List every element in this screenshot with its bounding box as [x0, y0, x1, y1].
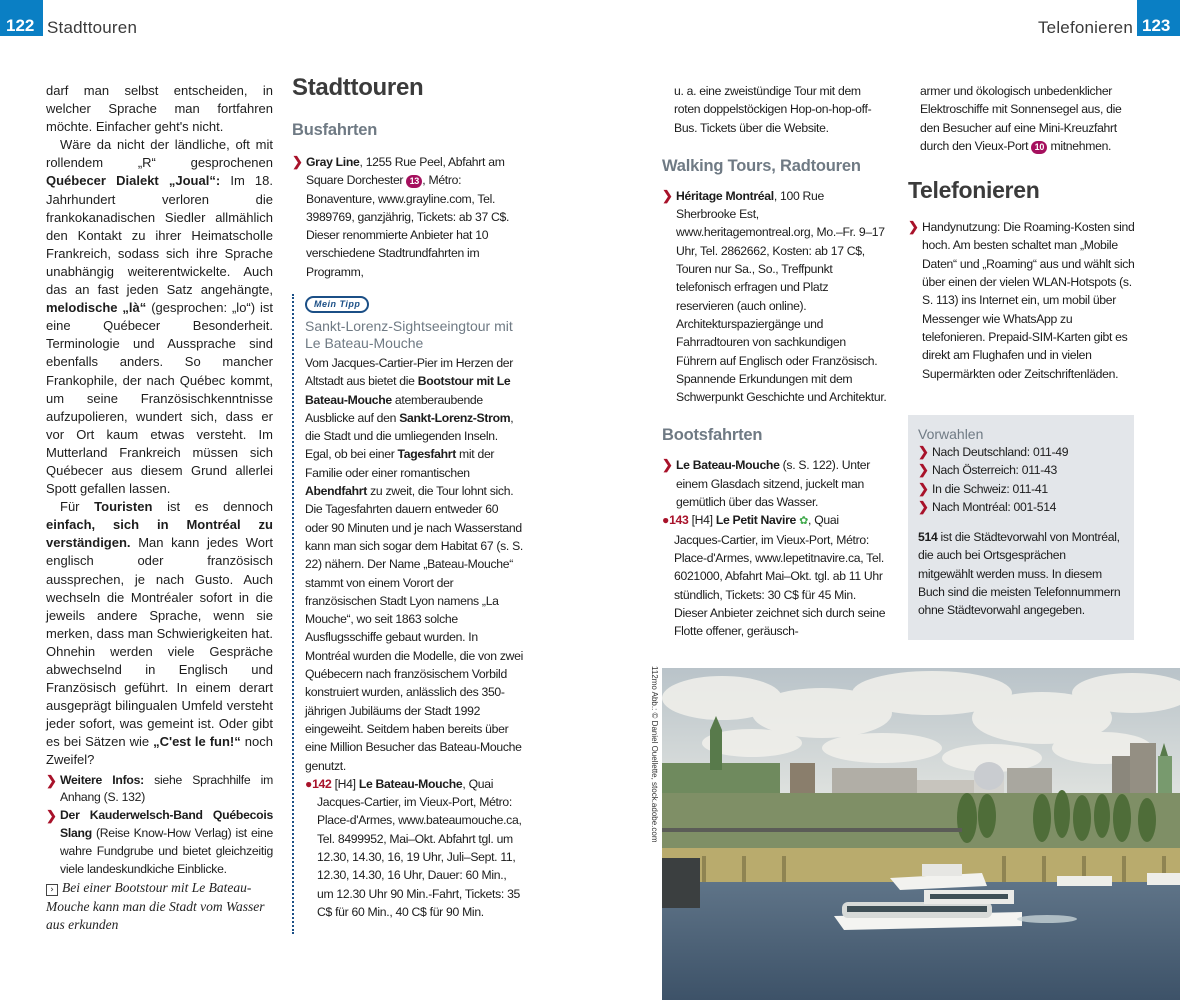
mein-tipp-box — [292, 294, 524, 934]
grid-ref: [H4] — [688, 513, 716, 528]
vorwahlen-list — [918, 443, 1124, 516]
list-item — [918, 443, 1124, 461]
bold-term: Bootstour mit Le Bateau-Mouche — [305, 374, 511, 407]
text: atemberaubende Ausblicke auf den — [305, 392, 483, 425]
bold-term: Tagesfahrt — [397, 447, 456, 462]
chevron-right-icon: ❯ — [46, 808, 57, 824]
text: In die Schweiz: 011-41 — [932, 481, 1048, 496]
text: Im 18. Jahrhundert verloren die frankokanadischen Siedler allmählich den Kontakt zu ihrer Heimatscholle Frankreich, sodass sich ihre Sprache unabhängig weiterentwickelte. Auch das an fast jeden Satz angehängte, — [46, 173, 273, 298]
right-running-title: Telefonieren — [1037, 18, 1133, 37]
chevron-right-icon: ❯ — [662, 187, 673, 203]
caption-text: Bei einer Bootstour mit Le Bateau-Mouche kann man die Stadt vom Wasser aus erkunden — [46, 880, 265, 932]
text: mit der Familie oder einer romantischen — [305, 447, 495, 480]
text: (Reise Know-How Verlag) ist eine wahre Fundgrube und bietet gleichzeitig viele landeskundkiche Einblicke. — [60, 825, 273, 876]
photo-credit — [648, 666, 660, 876]
promenade-bridge — [662, 828, 962, 832]
chevron-right-icon: ❯ — [918, 480, 929, 496]
left-page-number — [0, 0, 43, 36]
photo-caption — [46, 879, 276, 935]
chevron-right-icon: ❯ — [662, 457, 673, 473]
section-title-telefonieren: Telefonieren — [908, 177, 1040, 204]
entry-name: Héritage Montréal — [676, 188, 774, 203]
water — [662, 882, 1180, 1000]
left-page-number-text: 122 — [6, 16, 35, 35]
column-4 — [908, 82, 1136, 383]
text: , 100 Rue Sherbrooke Est, www.heritagemontreal.org, Mo.–Fr. 9–17 Uhr, Tel. 2862662, Kosten: ab 17 C$, Touren nur Sa., So., Treffpunkt telefonisch erfragen und Platz reservieren (auch online). Architekturspaziergänge und Fahrradtouren von sachkundigen Führern auf Englisch oder Französisch. Spannende Erkundungen mit dem Schwerpunkt Geschichte und Architektur. — [676, 188, 887, 405]
text: zu zweit, die Tour lohnt sich. Die Tagesfahrten dauern entweder 60 oder 90 Minuten und je nach Wasserstand kann man sich sogar dem Habitat 67 (s. S. 22) nähern. Der Name „Bateau-Mouche“ stammt von einem Vorort der französischen Stadt Lyon namens „La Mouche“, wo seit 1863 solche Ausflugsschiffe gebaut wurden. In Montréal wurden die Modelle, die von zwei Québecern nach französischem Vorbild konstruiert wurden, anlässlich des 350-jährigen Jubiläums der Stadt 1992 eingeweiht. Seitdem haben bereits über eine Million Besucher das Bateau-Mouche genutzt. — [305, 484, 524, 773]
bold-term: Der Kauderwelsch-Band Québecois Slang — [60, 808, 273, 840]
list-item — [908, 218, 1136, 383]
chevron-right-icon: ❯ — [908, 219, 919, 235]
chevron-right-icon: ❯ — [918, 444, 929, 459]
paragraph — [46, 82, 273, 136]
bold-term: Québecer Dialekt „Joual“: — [46, 173, 221, 189]
boats-list — [662, 456, 887, 511]
entry-name: Le Bateau-Mouche — [358, 776, 463, 791]
tip-body — [305, 354, 524, 775]
list-item — [292, 153, 522, 281]
paragraph — [46, 498, 273, 769]
text: armer und ökologisch unbedenklicher Elektroschiffe mit Sonnensegel aus, die den Besucher auf eine Mini-Kreuzfahrt durch den Vieux-Port — [920, 84, 1122, 153]
pier-block — [662, 858, 700, 908]
bold-term: Sankt-Lorenz-Strom — [399, 410, 511, 425]
continuation-text — [908, 82, 1136, 155]
bold-term: einfach, sich in Montréal zu verständigen. — [46, 517, 273, 551]
vorwahlen-title: Vorwahlen — [918, 426, 984, 442]
subsection-busfahrten: Busfahrten — [292, 121, 378, 139]
bullet-dot-icon: ● — [305, 776, 313, 791]
left-running-title: Stadttouren — [47, 18, 138, 37]
caption-arrow-icon: › — [46, 884, 58, 896]
text: , 1255 Rue Peel, Abfahrt am Square Dorchester — [306, 155, 505, 188]
column-2 — [292, 74, 522, 281]
text: Wäre da nicht der ländliche, oft mit rollendem „R“ gesprochenen — [46, 137, 273, 171]
text: , Quai Jacques-Cartier, im Vieux-Port, Métro: Place-d'Armes, www.lepetitnavire.ca, Tel. 6021000, Abfahrt Mai–Okt. tgl. ab 11 Uhr stündlich, Tickets: 30 C$ für 45 Min. Dieser Anbieter zeichnet sich durch seine Flotte offener, geräusch- — [674, 513, 886, 639]
photo-credit-text: 112mo Abb.: © Daniel Ouellette, stock.adobe.com — [650, 666, 659, 843]
entry-name: Le Bateau-Mouche — [676, 458, 780, 473]
right-page-number-text: 123 — [1142, 16, 1171, 35]
subsection-boats: Bootsfahrten — [662, 426, 763, 445]
entry-number: 143 — [669, 513, 689, 528]
entry-name: Le Petit Navire — [715, 513, 796, 528]
montreal-harbour-photo — [662, 668, 1180, 1000]
text: , die Stadt und die umliegenden Inseln. Egal, ob bei einer — [305, 410, 514, 462]
text: Man kann jedes Wort englisch oder französisch aussprechen, je nach Gusto. Auch wechseln die Montréaler sofort in die jeweils andere Sprache, wenn sie merken, dass man Schwierigkeiten hat. Ohnehin werden viele Gespräche abwechselnd in Englisch und Französisch geführt. In einem derart ausgeprägt bilingualen Umfeld versteht jeder sofort, was gemeint ist. Oder gibt es bei Sätzen wie — [46, 535, 273, 750]
text: Nach Montréal: 001-514 — [932, 499, 1057, 514]
photo-illustration — [662, 668, 1180, 1000]
text: siehe Sprachhilfe im Anhang (S. 132) — [60, 772, 273, 805]
entry-name: Gray Line — [306, 155, 360, 169]
entry-142 — [305, 775, 524, 921]
continuation-text: u. a. eine zweistündige Tour mit dem roten doppelstöckigen Hop-on-hop-off-Bus. Tickets über die Website. — [674, 84, 872, 135]
text: (s. S. 122). Unter einem Glasdach sitzend, juckelt man gemütlich über das Wasser. — [676, 458, 871, 510]
vorwahlen-box — [908, 415, 1134, 640]
bold-term: melodische „là“ — [46, 300, 147, 316]
chevron-right-icon: ❯ — [46, 772, 57, 788]
tip-title: Sankt-Lorenz-Sightseeingtour mit Le Bateau-Mouche — [305, 318, 513, 351]
chevron-right-icon: ❯ — [918, 462, 929, 478]
bold-term: 514 — [918, 530, 938, 545]
text: darf man selbst entscheiden, in welcher Sprache man fortfahren möchte. Einfacher geht's nicht. — [46, 83, 273, 135]
map-marker-icon: 10 — [1031, 141, 1047, 154]
right-page-number — [1137, 0, 1180, 36]
text: ist die Städtevorwahl von Montréal, die auch bei Ortsgesprächen mitgewählt werden muss. In diesem Buch sind die meisten Telefonnummern ohne Städtevorwahl angegeben. — [918, 530, 1121, 618]
text: (gesprochen: „lo“) ist eine Québecer Besonderheit. Terminologie und Aussprache sind ebenfalls anders. So mancher Frankophile, der nach Québec kommt, um seine Französischkenntnisse aufzupolieren, wundert sich, dass er vor Ort kaum etwas versteht. Im Mutterland Frankreich müssen sich Québecer aus diesem Grund allerlei Spott gefallen lassen. — [46, 300, 273, 497]
subsection-walking: Walking Tours, Radtouren — [662, 156, 861, 175]
section-title: Stadttouren — [292, 74, 424, 101]
text: , Quai Jacques-Cartier, im Vieux-Port, Métro: Place-d'Armes, www.bateaumouche.ca, Tel. 8499952, Mai–Okt. Abfahrt tgl. um 12.30, 14.30, 16, 19 Uhr, Juli–Sept. 11, 12.30, 14.30, 16 Uhr, Dauer: 60 Min., um 12.30 Uhr 90 Min.-Fahrt, Tickets: 35 C$ für 60 Min., 40 C$ für 90 Min. — [317, 776, 522, 919]
text: Nach Deutschland: 011-49 — [932, 445, 1069, 459]
entry-143 — [662, 511, 887, 640]
vorwahlen-note — [918, 528, 1124, 619]
telefon-list — [908, 218, 1136, 383]
text: mitnehmen. — [1047, 138, 1112, 153]
column-3 — [662, 82, 887, 640]
entry-number: 142 — [312, 776, 332, 791]
text: : Die Roaming-Kosten sind hoch. Am besten schaltet man „Mobile Daten“ und „Roaming“ aus und wählt sich über einen der vielen WLAN-Hotspots (s. S. 113) ins Internet ein, um mobil über Messenger wie WhatsApp zu telefonieren. Prepaid-SIM-Karten gibt es direkt am Flughafen und in vielen Supermärkten oder Zeitschriftenläden. — [922, 220, 1135, 381]
walking-list — [662, 187, 887, 407]
eco-clover-icon: ✿ — [799, 515, 809, 528]
list-item — [46, 772, 273, 808]
chevron-right-icon: ❯ — [292, 154, 303, 169]
grid-ref: [H4] — [331, 776, 359, 791]
text: ist es dennoch — [167, 499, 273, 515]
text: Vom Jacques-Cartier-Pier im Herzen der Altstadt aus bietet die — [305, 356, 514, 389]
bold-term: Touristen — [94, 499, 153, 515]
bullet-dot-icon: ● — [662, 513, 670, 528]
text: Für — [60, 499, 80, 515]
bold-term: „C'est le fun!“ — [153, 734, 241, 750]
entry-name: Handynutzung — [922, 220, 997, 235]
wake — [1017, 915, 1077, 923]
text: , Métro: Bonaventure, www.grayline.com, Tel. 3989769, ganzjährig, Tickets: ab 37 C$. Dieser renommierte Anbieter hat 10 verschiedene Stadtrundfahrten im Programm, — [306, 173, 510, 279]
chevron-right-icon: ❯ — [918, 498, 929, 514]
list-item — [662, 456, 887, 511]
info-bullets — [46, 772, 273, 879]
text: noch Zweifel? — [46, 734, 273, 768]
bold-term: Weitere Infos: — [60, 772, 144, 787]
map-marker-icon: 13 — [406, 175, 422, 188]
mein-tipp-badge: Mein Tipp — [305, 296, 369, 313]
column-1-body — [46, 82, 273, 878]
list-item — [46, 807, 273, 878]
bold-term: Abendfahrt — [305, 484, 367, 499]
list-item — [918, 480, 1124, 498]
list-item — [918, 498, 1124, 516]
paragraph — [46, 136, 273, 498]
list-item — [662, 187, 887, 407]
list-item — [918, 461, 1124, 479]
bus-list — [292, 153, 522, 281]
text: Nach Österreich: 011-43 — [932, 463, 1057, 478]
